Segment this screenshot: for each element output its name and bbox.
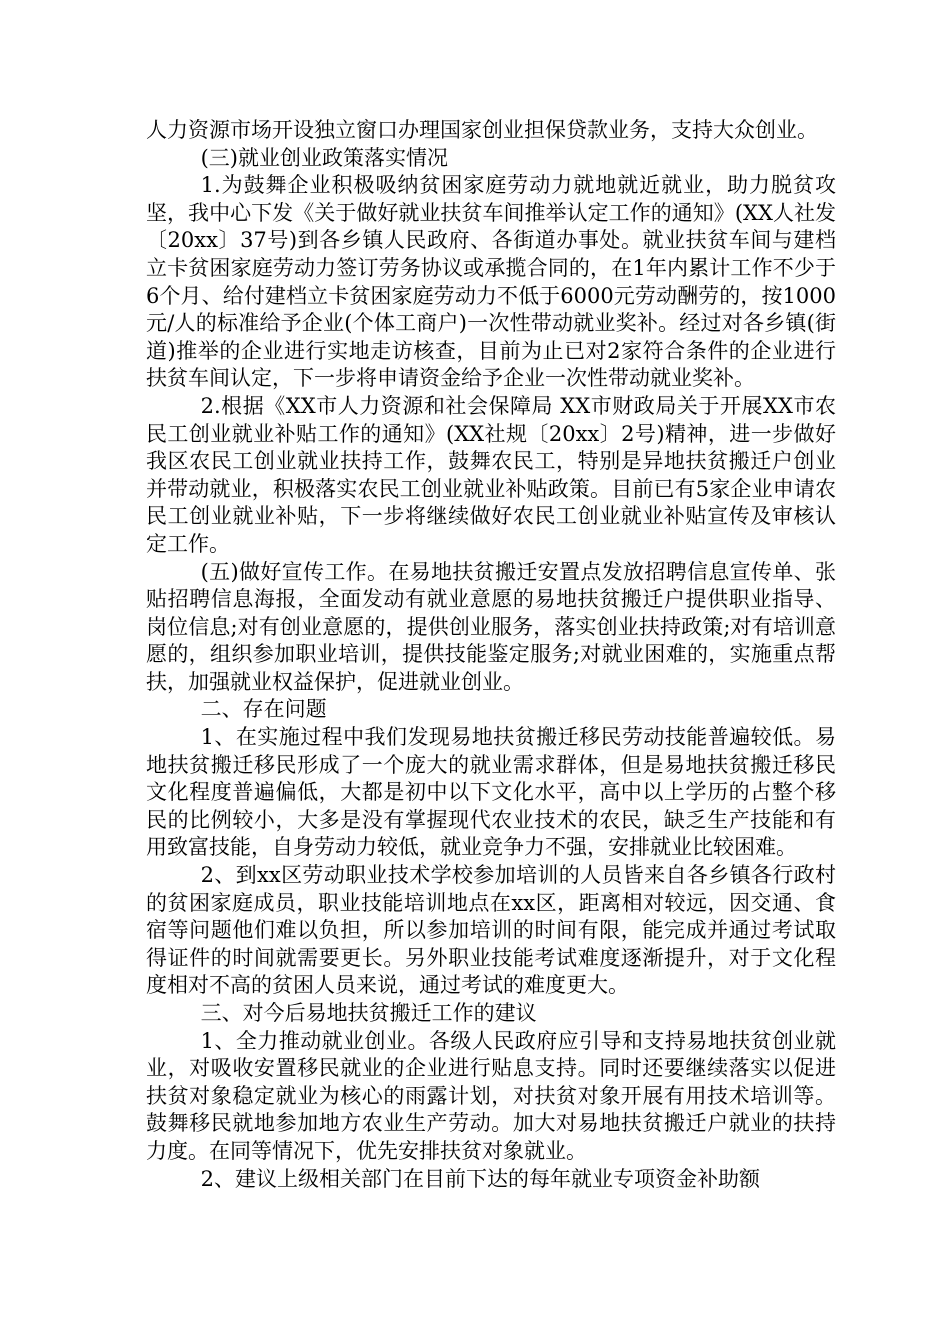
paragraph-policy-1: 1.为鼓舞企业积极吸纳贫困家庭劳动力就地就近就业，助力脱贫攻坚，我中心下发《关于做好就业扶贫车间推举认定工作的通知》(XX人社发〔20xx〕37号)到各乡镇人民政府、各街道办事处。就业扶贫车间与建档立卡贫困家庭劳动力签订劳务协议或承揽合同的，在1年内累计工作不少于6个月、给付建档立卡贫困家庭劳动力不低于6000元劳动酬劳的，按1000元/人的标准给予企业(个体工商户)一次性带动就业奖补。经过对各乡镇(街道)推举的企业进行实地走访核查，目前为止已对2家符合条件的企业进行扶贫车间认定，下一步将申请资金给予企业一次性带动就业奖补。 [146,173,836,391]
paragraph-intro: 人力资源市场开设独立窗口办理国家创业担保贷款业务，支持大众创业。 [146,118,818,142]
paragraph-problem-1: 1、在实施过程中我们发现易地扶贫搬迁移民劳动技能普遍较低。易地扶贫搬迁移民形成了一个庞大的就业需求群体，但是易地扶贫搬迁移民文化程度普遍偏低，大都是初中以下文化水平，高中以上学历的占整个移民的比例较小，大多是没有掌握现代农业技术的农民，缺乏生产技能和有用致富技能，自身劳动力较低，就业竞争力不强，安排就业比较困难。 [146,725,836,860]
paragraph-problem-2: 2、到xx区劳动职业技术学校参加培训的人员皆来自各乡镇各行政村的贫困家庭成员，职业技能培训地点在xx区，距离相对较远，因交通、食宿等问题他们难以负担，所以参加培训的时间有限，能完成并通过考试取得证件的时间就需要更长。另外职业技能考试难度逐渐提升，对于文化程度相对不高的贫困人员来说，通过考试的难度更大。 [146,863,836,998]
paragraph-publicity: (五)做好宣传工作。在易地扶贫搬迁安置点发放招聘信息宣传单、张贴招聘信息海报，全面发动有就业意愿的易地扶贫搬迁户提供职业指导、岗位信息;对有创业意愿的，提供创业服务，落实创业扶持政策;对有培训意愿的，组织参加职业培训，提供技能鉴定服务;对就业困难的，实施重点帮扶，加强就业权益保护，促进就业创业。 [146,559,836,694]
section-heading-suggestions: 三、对今后易地扶贫搬迁工作的建议 [200,1001,537,1025]
paragraph-suggestion-2: 2、建议上级相关部门在目前下达的每年就业专项资金补助额 [200,1166,760,1191]
section-heading-problems: 二、存在问题 [200,697,327,722]
document-page [146,117,836,1193]
section-heading-policy: (三)就业创业政策落实情况 [200,145,448,170]
paragraph-policy-2: 2.根据《XX市人力资源和社会保障局 XX市财政局关于开展XX市农民工创业就业补贴工作的通知》(XX社规〔20xx〕2号)精神，进一步做好我区农民工创业就业扶持工作，鼓舞农民工，特别是异地扶贫搬迁户创业并带动就业，积极落实农民工创业就业补贴政策。目前已有5家企业申请农民工创业就业补贴，下一步将继续做好农民工创业就业补贴宣传及审核认定工作。 [146,393,836,556]
paragraph-suggestion-1: 1、全力推动就业创业。各级人民政府应引导和支持易地扶贫创业就业，对吸收安置移民就业的企业进行贴息支持。同时还要继续落实以促进扶贫对象稳定就业为核心的雨露计划，对扶贫对象开展有用技术培训等。鼓舞移民就地参加地方农业生产劳动。加大对易地扶贫搬迁户就业的扶持力度。在同等情况下，优先安排扶贫对象就业。 [146,1028,836,1163]
